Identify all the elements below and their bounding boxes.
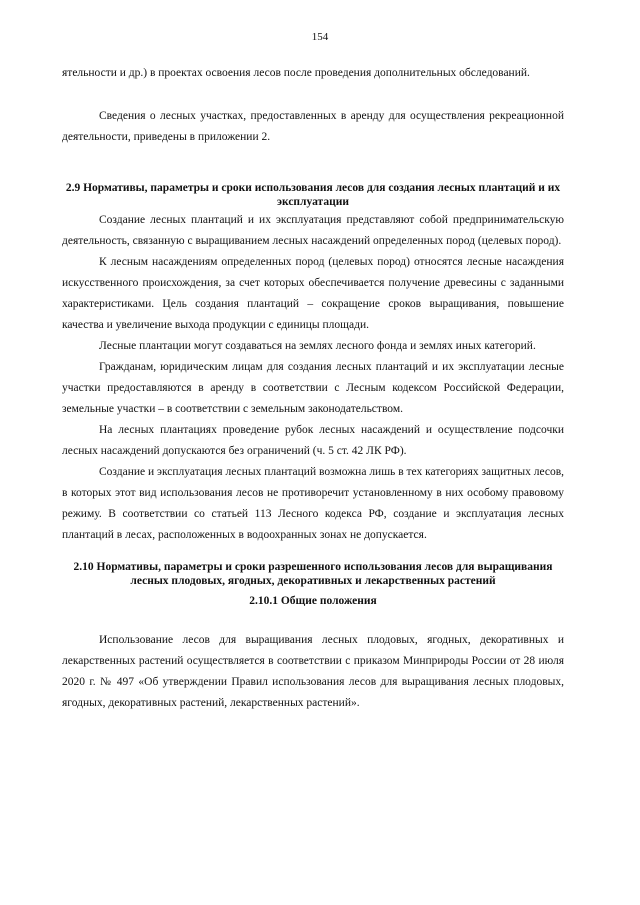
section-heading-2-9: 2.9 Нормативы, параметры и сроки использования лесов для создания лесных плантаций и их эксплуатации (65, 182, 561, 208)
page-content (62, 63, 564, 714)
paragraph-2-9-6: Создание и эксплуатация лесных плантаций возможна лишь в тех категориях защитных лесов, в которых этот вид использования лесов не противоречит установленному в них особому правовому режиму. В соответствии со статьей 113 Лесного кодекса РФ, создание и эксплуатация лесных плантаций в лесах, расположенных в водоохранных зонах не допускается. (62, 466, 564, 541)
page-number: 154 (311, 31, 329, 43)
paragraph-2-9-2: К лесным насаждениям определенных пород (целевых пород) относятся лесные насаждения искусственного происхождения, за счет которых обеспечивается получение древесины с заданными характеристиками. Цель создания плантаций – сокращение сроков выращивания, повышение качества и увеличение выхода продукции с единицы площади. (62, 256, 564, 331)
subsection-heading-2-10-1: 2.10.1 Общие положения (249, 595, 377, 607)
paragraph-continued: ятельности и др.) в проектах освоения лесов после проведения дополнительных обследований. (62, 67, 530, 79)
paragraph-2-9-1: Создание лесных плантаций и их эксплуатация представляют собой предпринимательскую деятельность, связанную с выращиванием лесных насаждений определенных пород (целевых пород). (62, 214, 564, 247)
paragraph-2-9-4: Гражданам, юридическим лицам для создания лесных плантаций и их эксплуатации лесные участки предоставляются в аренду в соответствии с Лесным кодексом Российской Федерации, земельные участки – в соответствии с земельным законодательством. (62, 361, 564, 415)
paragraph-2-9-5: На лесных плантациях проведение рубок лесных насаждений и осуществление подсочки лесных насаждений допускаются без ограничений (ч. 5 ст. 42 ЛК РФ). (62, 424, 564, 457)
paragraph-2-9-3: Лесные плантации могут создаваться на землях лесного фонда и землях иных категорий. (99, 340, 536, 352)
paragraph-recreation-info: Сведения о лесных участках, предоставленных в аренду для осуществления рекреационной деятельности, приведены в приложении 2. (62, 110, 564, 143)
section-heading-2-10: 2.10 Нормативы, параметры и сроки разрешенного использования лесов для выращивания лесных плодовых, ягодных, декоративных и лекарственных растений (73, 561, 553, 587)
paragraph-2-10-1: Использование лесов для выращивания лесных плодовых, ягодных, декоративных и лекарственных растений осуществляется в соответствии с приказом Минприроды России от 28 июля 2020 г. № 497 «Об утверждении Правил использования лесов для выращивания лесных плодовых, ягодных, декоративных растений, лекарственных растений». (62, 634, 564, 709)
